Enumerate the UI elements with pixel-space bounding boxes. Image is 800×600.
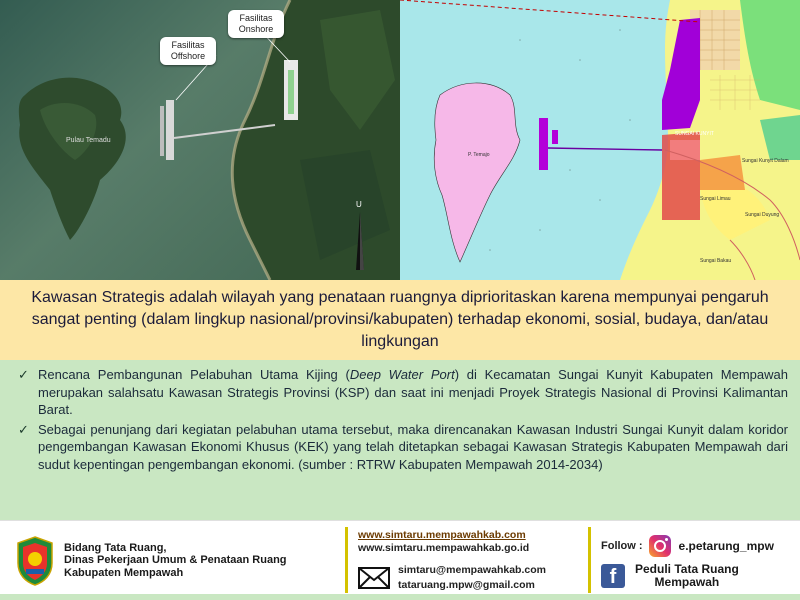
mail-icon [358,567,390,589]
check-icon: ✓ [18,421,29,437]
callout-onshore: Fasilitas Onshore [228,10,284,38]
plan-label-1: Sungai Kunyit Dalam [742,158,789,164]
instagram-handle[interactable]: e.petarung_mpw [678,539,774,553]
org-text: Bidang Tata Ruang, Dinas Pekerjaan Umum & Penataan Ruang Kabupaten Mempawah [64,541,287,579]
maps-row [0,0,800,280]
website-link-secondary[interactable]: www.simtaru.mempawahkab.go.id [358,542,530,554]
north-label: U [356,200,362,209]
follow-label: Follow : [601,540,643,552]
instagram-icon[interactable] [649,535,671,557]
definition-text: Kawasan Strategis adalah wilayah yang penataan ruangnya diprioritaskan karena mempunyai pengaruh sangat penting (dalam lingkup nasional/provinsi/kabupaten) terhadap ekonomi, sosial, budaya, dan/atau lingkungan [31,289,769,350]
bullet-item [18,366,788,419]
email-link[interactable]: tataruang.mpw@gmail.com [398,579,535,591]
emblem-icon [14,535,56,587]
bullet-list [0,360,800,520]
island-label-plan: P. Temajo [468,152,490,158]
bullet-text: Sebagai penunjang dari kegiatan pelabuhan utama tersebut, maka direncanakan Kawasan Industri Sungai Kunyit dalam koridor pengembangan Kawasan Ekonomi Khusus (KEK) yang telah ditetapkan sebagai Kawasan Strategis Kabupaten Mempawah dari sudut kepentingan pengembangan ekonomi. (sumber : RTRW Kabupaten Mempawah 2014-2034) [38,421,788,472]
bullet-item [18,421,788,474]
definition-band [0,280,800,360]
email-list [398,563,546,593]
plan-label-3: Sungai Duyung [745,212,780,218]
website-link-primary[interactable]: www.simtaru.mempawahkab.com [358,529,526,541]
footer-strip [0,594,800,600]
footer [0,520,800,600]
plan-label-2: Sungai Limau [700,196,731,202]
callout-offshore: Fasilitas Offshore [160,37,216,65]
bullet-text: Rencana Pembangunan Pelabuhan Utama Kijing (Deep Water Port) di Kecamatan Sungai Kunyit Kabupaten Mempawah merupakan salahsatu Kawasan Strategis Provinsi (KSP) dan saat ini menjadi Proyek Strategis Nasional di Provinsi Kalimantan Barat. [38,367,788,417]
social-block [591,521,800,600]
org-block [0,521,345,600]
facebook-icon[interactable]: f [601,564,625,588]
check-icon: ✓ [18,367,29,382]
instagram-row [601,535,794,557]
facebook-row [601,563,794,589]
plan-label-4: Sungai Bakau [700,258,732,264]
plan-map-graphic [400,0,800,280]
facebook-page[interactable]: Peduli Tata Ruang Mempawah [635,562,739,589]
plan-map [400,0,800,280]
satellite-map [0,0,400,280]
plan-label-sungai-kunyit: SUNGAI KUNYIT [675,131,714,137]
island-label-satellite: Pulau Temadu [66,137,111,144]
contact-block [348,521,588,600]
email-row [358,563,580,593]
email-link[interactable]: simtaru@mempawahkab.com [398,564,546,576]
